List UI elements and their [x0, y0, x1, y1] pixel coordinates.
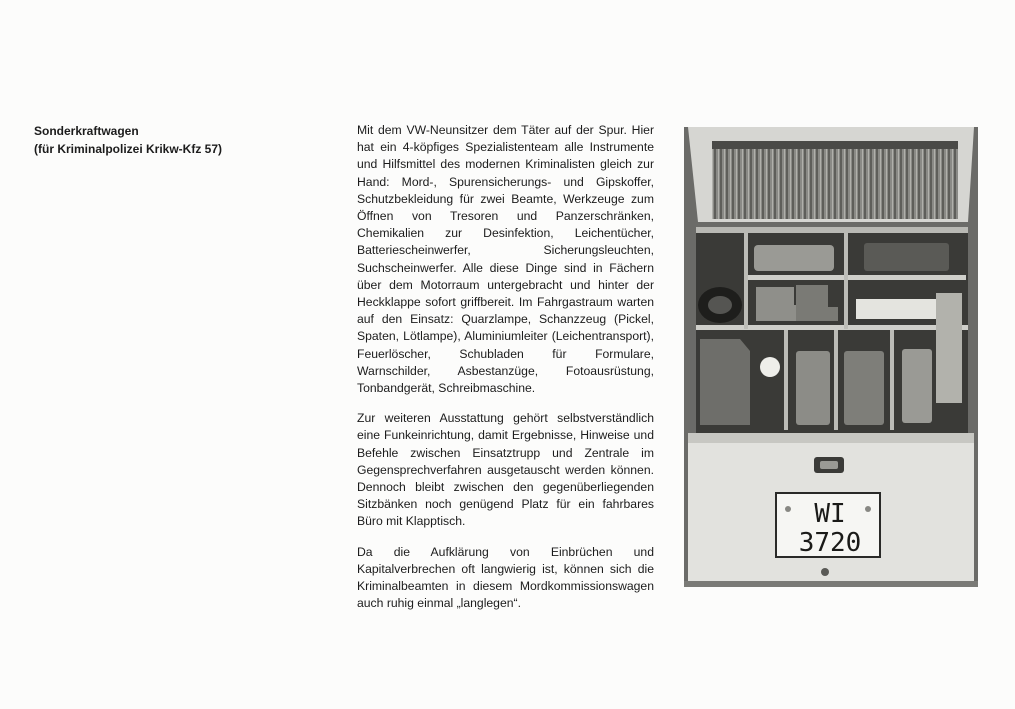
- paragraph-2: Zur weiteren Ausstattung gehört selbstverständlich eine Funkeinrichtung, damit Ergebnisse, Hinweise und Befehle zwischen Einsatztrupp und Zentrale im Gegensprechverfahren ausgetauscht werden können. Dennoch bleibt zwischen den gegenüberliegenden Sitzbänken noch genügend Platz für ein fahrbares Büro mit Klapptisch.: [357, 411, 654, 529]
- vehicle-rear-photo: [684, 127, 978, 587]
- heading-title: Sonderkraftwagen: [34, 124, 139, 138]
- paragraph-3: Da die Aufklärung von Einbrüchen und Kapitalverbrechen oft langwierig ist, können sich die Kriminalbeamten in diesem Mordkommissionswagen auch ruhig einmal „langlegen“.: [357, 544, 654, 611]
- license-plate-line2: 3720: [798, 528, 862, 558]
- photo-illustration: [684, 127, 978, 587]
- license-plate-line1: WI: [814, 499, 846, 529]
- body-text: [357, 122, 654, 625]
- paragraph-1: Mit dem VW-Neunsitzer dem Täter auf der Spur. Hier hat ein 4-köpfiges Spezialistenteam alle Instrumente und Hilfsmittel des modernen Kriminalisten gleich zur Hand: Mord-, Spurensicherungs- und Gipskoffer, Schutzbekleidung für zwei Beamte, Werkzeuge zum Öffnen von Tresoren und Panzerschränken, Chemikalien zur Desinfektion, Leichentücher, Batteriescheinwerfer, Sicherungsleuchten, Suchscheinwerfer. Alle diese Dinge sind in Fächern über dem Motorraum untergebracht und hinter der Heckklappe sofort griffbereit. Im Fahrgastraum warten auf den Einsatz: Quarzlampe, Schanzzeug (Pickel, Spaten, Lötlampe), Aluminiumleiter (Leichentransport), Feuerlöscher, Schubladen für Formulare, Warnschilder, Asbestanzüge, Fotoausrüstung, Tonbandgerät, Schreibmaschine.: [357, 123, 654, 396]
- section-heading: [34, 122, 222, 158]
- heading-subtitle: (für Kriminalpolizei Krikw-Kfz 57): [34, 142, 223, 156]
